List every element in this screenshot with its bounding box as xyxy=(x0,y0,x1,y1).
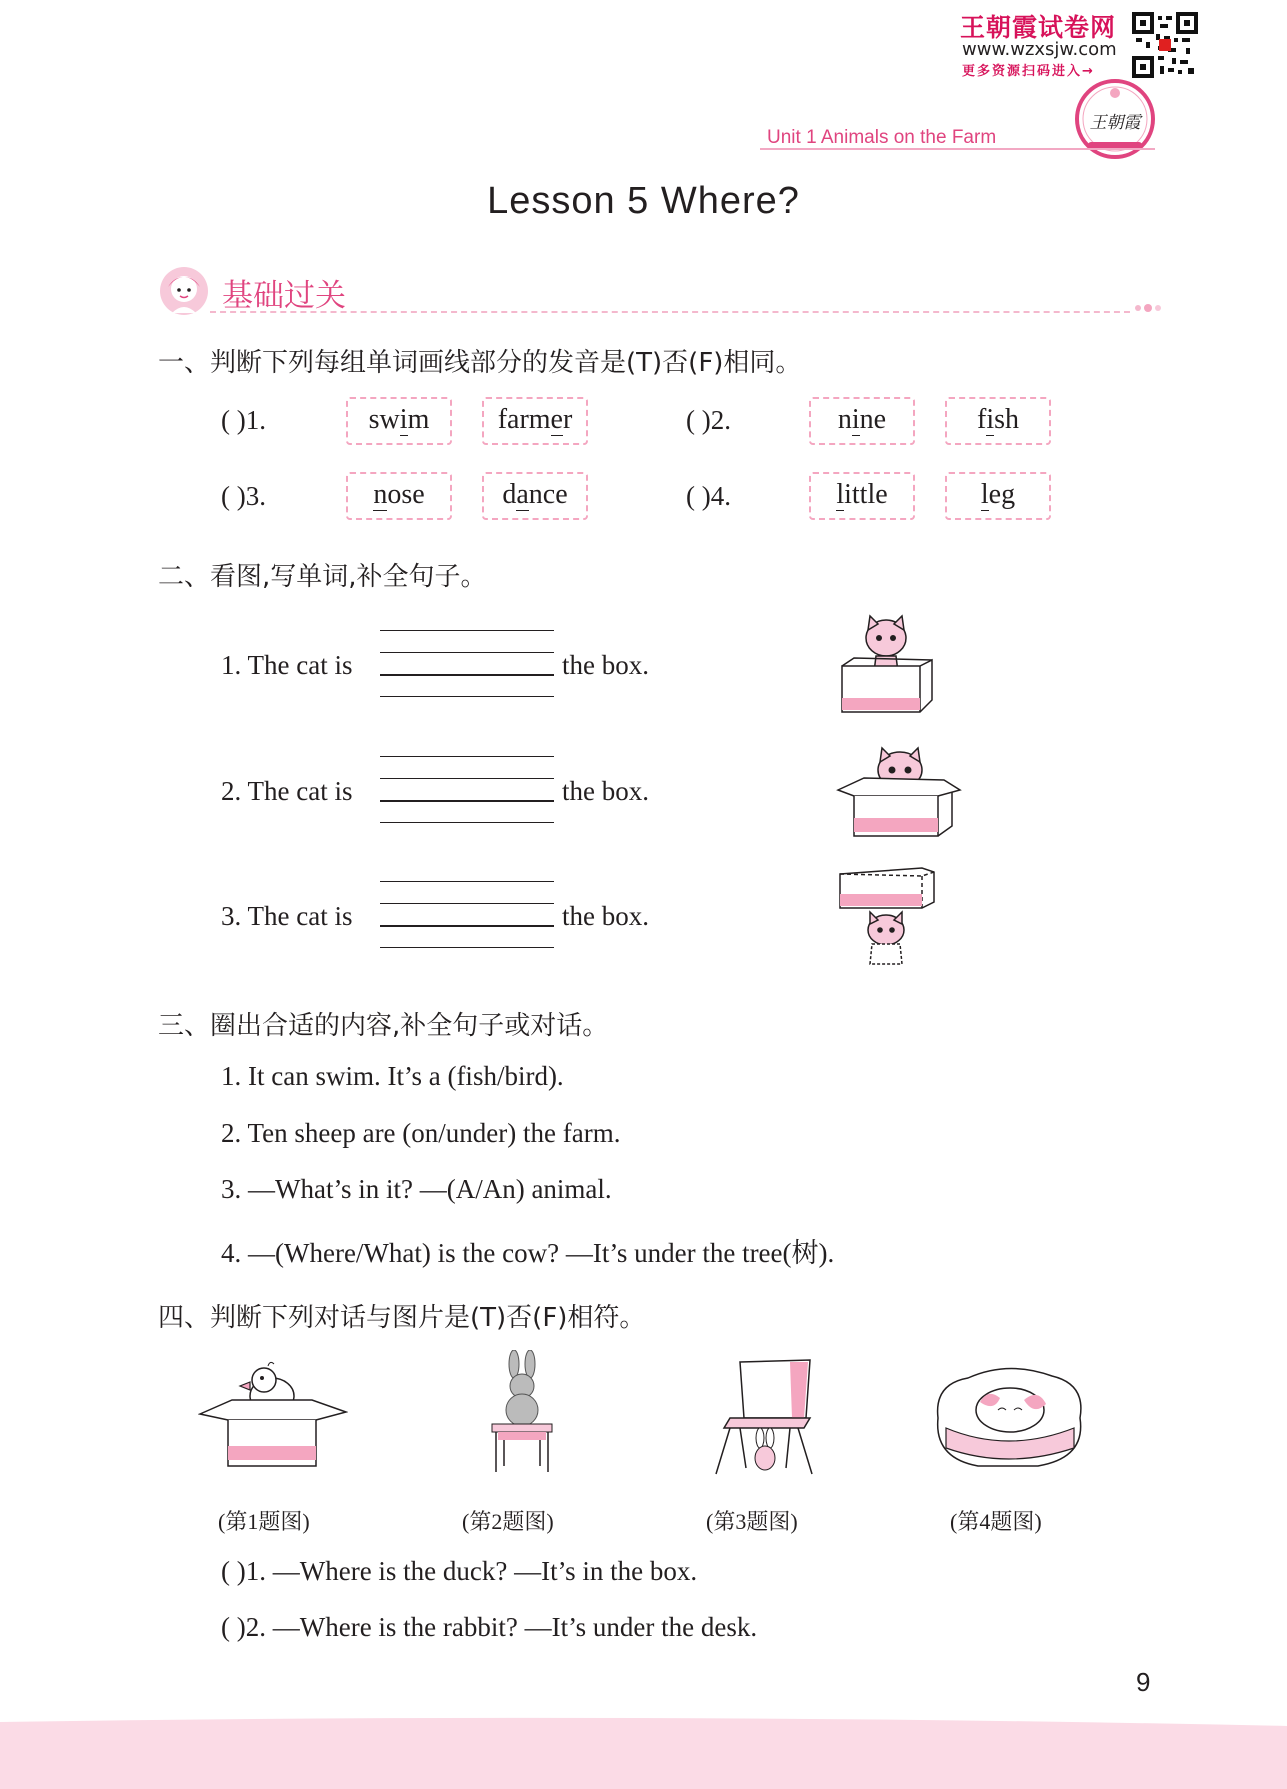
writing-lines[interactable] xyxy=(380,881,554,947)
rabbit-on-desk-image xyxy=(488,1350,556,1474)
qr-code-icon[interactable] xyxy=(1132,12,1198,78)
rabbit-under-chair-image xyxy=(710,1358,820,1476)
answer-blank[interactable]: ( )4. xyxy=(686,481,731,511)
figure-caption-1: (第1题图) xyxy=(218,1509,310,1534)
writing-lines[interactable] xyxy=(380,756,554,822)
part3-heading: 三、圈出合适的内容,补全句子或对话。 xyxy=(158,1011,609,1041)
cat-under-box-image xyxy=(836,864,936,970)
sentence-prefix: 3. The cat is xyxy=(221,901,353,931)
sentence-suffix: the box. xyxy=(562,650,649,680)
unit-title-underline xyxy=(760,148,1155,150)
choice-sentence-1[interactable]: 1. It can swim. It’s a (fish/bird). xyxy=(221,1061,564,1091)
brand-url[interactable]: www.wzxsjw.com xyxy=(962,39,1117,60)
sentence-prefix: 2. The cat is xyxy=(221,776,353,806)
brand-scan-hint: 更多资源扫码进入→ xyxy=(962,64,1095,79)
figure-caption-4: (第4题图) xyxy=(950,1509,1042,1534)
word-box: leg xyxy=(945,472,1051,520)
word-box: nose xyxy=(346,472,452,520)
answer-blank[interactable]: ( )2. xyxy=(686,405,731,435)
answer-blank[interactable]: ( )3. xyxy=(221,481,266,511)
cat-in-box-image xyxy=(836,608,936,720)
sentence-suffix: the box. xyxy=(562,776,649,806)
duck-in-box-image xyxy=(198,1360,348,1472)
dialogue-item-2[interactable]: ( )2. —Where is the rabbit? —It’s under the desk. xyxy=(221,1612,758,1642)
writing-lines[interactable] xyxy=(380,630,554,696)
figure-caption-3: (第3题图) xyxy=(706,1509,798,1534)
page-number: 9 xyxy=(1136,1667,1151,1697)
part2-heading: 二、看图,写单词,补全句子。 xyxy=(158,562,487,592)
banner-dots-ornament xyxy=(1132,300,1172,316)
word-box: little xyxy=(809,472,915,520)
part4-heading: 四、判断下列对话与图片是(T)否(F)相符。 xyxy=(158,1303,646,1333)
footer-band xyxy=(0,1712,1287,1789)
part1-heading: 一、判断下列每组单词画线部分的发音是(T)否(F)相同。 xyxy=(158,348,802,378)
banner-divider xyxy=(210,311,1130,313)
unit-title: Unit 1 Animals on the Farm xyxy=(767,127,997,148)
cat-out-of-box-image xyxy=(834,742,964,842)
sentence-prefix: 1. The cat is xyxy=(221,650,353,680)
lesson-title: Lesson 5 Where? xyxy=(487,180,800,222)
word-box: dance xyxy=(482,472,588,520)
sentence-suffix: the box. xyxy=(562,901,649,931)
word-box: farmer xyxy=(482,397,588,445)
word-box: fish xyxy=(945,397,1051,445)
choice-sentence-4[interactable]: 4. —(Where/What) is the cow? —It’s under the tree(树). xyxy=(221,1238,835,1268)
answer-blank[interactable]: ( )1. xyxy=(221,405,266,435)
cat-in-basket-image xyxy=(928,1358,1090,1472)
brand-name: 王朝霞试卷网 xyxy=(960,13,1117,42)
seal-text: 王朝霞 xyxy=(1089,113,1141,133)
choice-sentence-3[interactable]: 3. —What’s in it? —(A/An) animal. xyxy=(221,1174,612,1204)
girl-avatar-icon xyxy=(158,265,210,317)
choice-sentence-2[interactable]: 2. Ten sheep are (on/under) the farm. xyxy=(221,1118,621,1148)
figure-caption-2: (第2题图) xyxy=(462,1509,554,1534)
word-box: swim xyxy=(346,397,452,445)
dialogue-item-1[interactable]: ( )1. —Where is the duck? —It’s in the box. xyxy=(221,1556,698,1586)
word-box: nine xyxy=(809,397,915,445)
section-banner-title: 基础过关 xyxy=(222,278,346,314)
